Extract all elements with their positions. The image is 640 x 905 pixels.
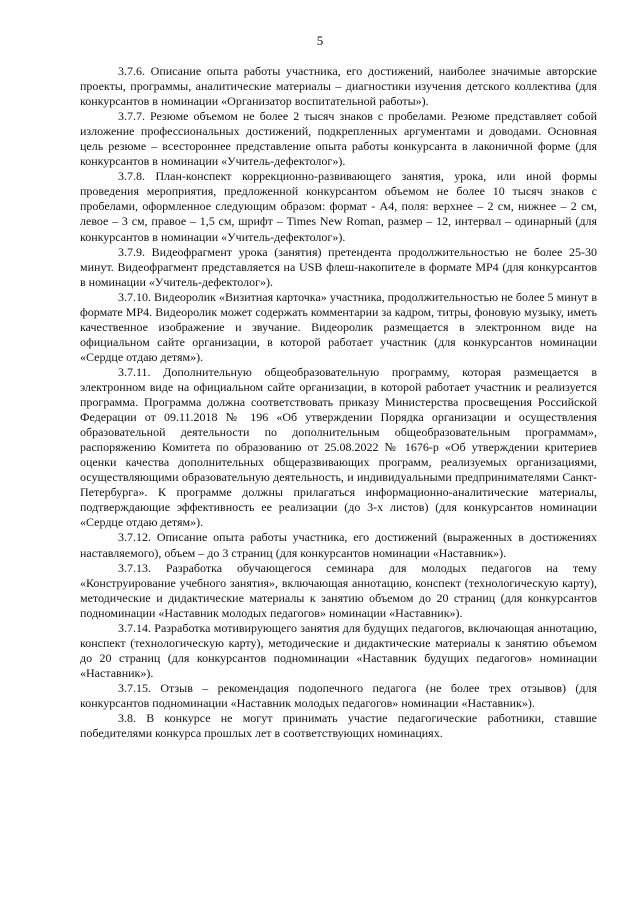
paragraph-3-7-7: 3.7.7. Резюме объемом не более 2 тысяч знаков с пробелами. Резюме представляет собой изложение профессиональных достижений, подкрепленных аргументами и доводами. Основная цель резюме – всестороннее представление опыта работы конкурсанта в лаконичной форме (для конкурсантов в номинации «Учитель-дефектолог»). (80, 109, 597, 169)
paragraph-3-7-9: 3.7.9. Видеофрагмент урока (занятия) претендента продолжительностью не более 25-30 минут. Видеофрагмент представляется на USB флеш-накопителе в формате MP4 (для конкурсантов в номинации «Учитель-дефектолог»). (80, 244, 597, 289)
document-body (80, 64, 597, 741)
paragraph-3-7-6: 3.7.6. Описание опыта работы участника, его достижений, наиболее значимые авторские проекты, программы, аналитические материалы – диагностики изучения детского коллектива (для конкурсантов в номинации «Организатор воспитательной работы»). (80, 64, 597, 109)
paragraph-3-7-8: 3.7.8. План-конспект коррекционно-развивающего занятия, урока, или иной формы проведения мероприятия, предложенной конкурсантом объемом не более 10 тысяч знаков с пробелами, оформленное следующим образом: формат - А4, поля: верхнее – 2 см, нижнее – 2 см, левое – 3 см, правое – 1,5 см, шрифт – Times New Roman, размер – 12, интервал – одинарный (для конкурсантов в номинации «Учитель-дефектолог»). (80, 169, 597, 244)
paragraph-3-7-10: 3.7.10. Видеоролик «Визитная карточка» участника, продолжительностью не более 5 минут в формате MP4. Видеоролик может содержать комментарии за кадром, титры, фоновую музыку, иметь качественное изображение и звучание. Видеоролик размещается в электронном виде на официальном сайте организации, в которой работает участник (для конкурсантов номинации «Сердце отдаю детям»). (80, 289, 597, 364)
page-number: 5 (316, 33, 324, 48)
paragraph-3-7-15: 3.7.15. Отзыв – рекомендация подопечного педагога (не более трех отзывов) (для конкурсантов подноминации «Наставник молодых педагогов» номинации «Наставник»). (80, 680, 597, 710)
paragraph-3-8: 3.8. В конкурсе не могут принимать участие педагогические работники, ставшие победителями конкурса прошлых лет в соответствующих номинациях. (80, 711, 597, 741)
paragraph-3-7-11: 3.7.11. Дополнительную общеобразовательную программу, которая размещается в электронном виде на официальном сайте организации, в которой работает участник и реализуется программа. Программа должна соответствовать приказу Министерства просвещения Российской Федерации от 09.11.2018 № 196 «Об утверждении Порядка организации и осуществления образовательной деятельности по дополнительным общеобразовательным программам», распоряжению Комитета по образованию от 25.08.2022 № 1676-р «Об утверждении критериев оценки качества дополнительных общеразвивающих программ, реализуемых организациями, осуществляющими образовательную деятельность, и индивидуальными предпринимателями Санкт-Петербурга». К программе должны прилагаться информационно-аналитические материалы, подтверждающие эффективность ее реализации (до 3-х листов) (для конкурсантов номинации «Сердце отдаю детям»). (80, 364, 597, 530)
paragraph-3-7-12: 3.7.12. Описание опыта работы участника, его достижений (выраженных в достижениях наставляемого), объем – до 3 страниц (для конкурсантов номинации «Наставник»). (80, 530, 597, 560)
paragraph-3-7-13: 3.7.13. Разработка обучающегося семинара для молодых педагогов на тему «Конструирование учебного занятия», включающая аннотацию, конспект (технологическую карту), методические и дидактические материалы к занятию объемом до 20 страниц (для конкурсантов подноминации «Наставник молодых педагогов» номинации «Наставник»). (80, 560, 597, 620)
paragraph-3-7-14: 3.7.14. Разработка мотивирующего занятия для будущих педагогов, включающая аннотацию, конспект (технологическую карту), методические и дидактические материалы к занятию объемом до 20 страниц (для конкурсантов подноминации «Наставник будущих педагогов» номинации «Наставник»). (80, 620, 597, 680)
